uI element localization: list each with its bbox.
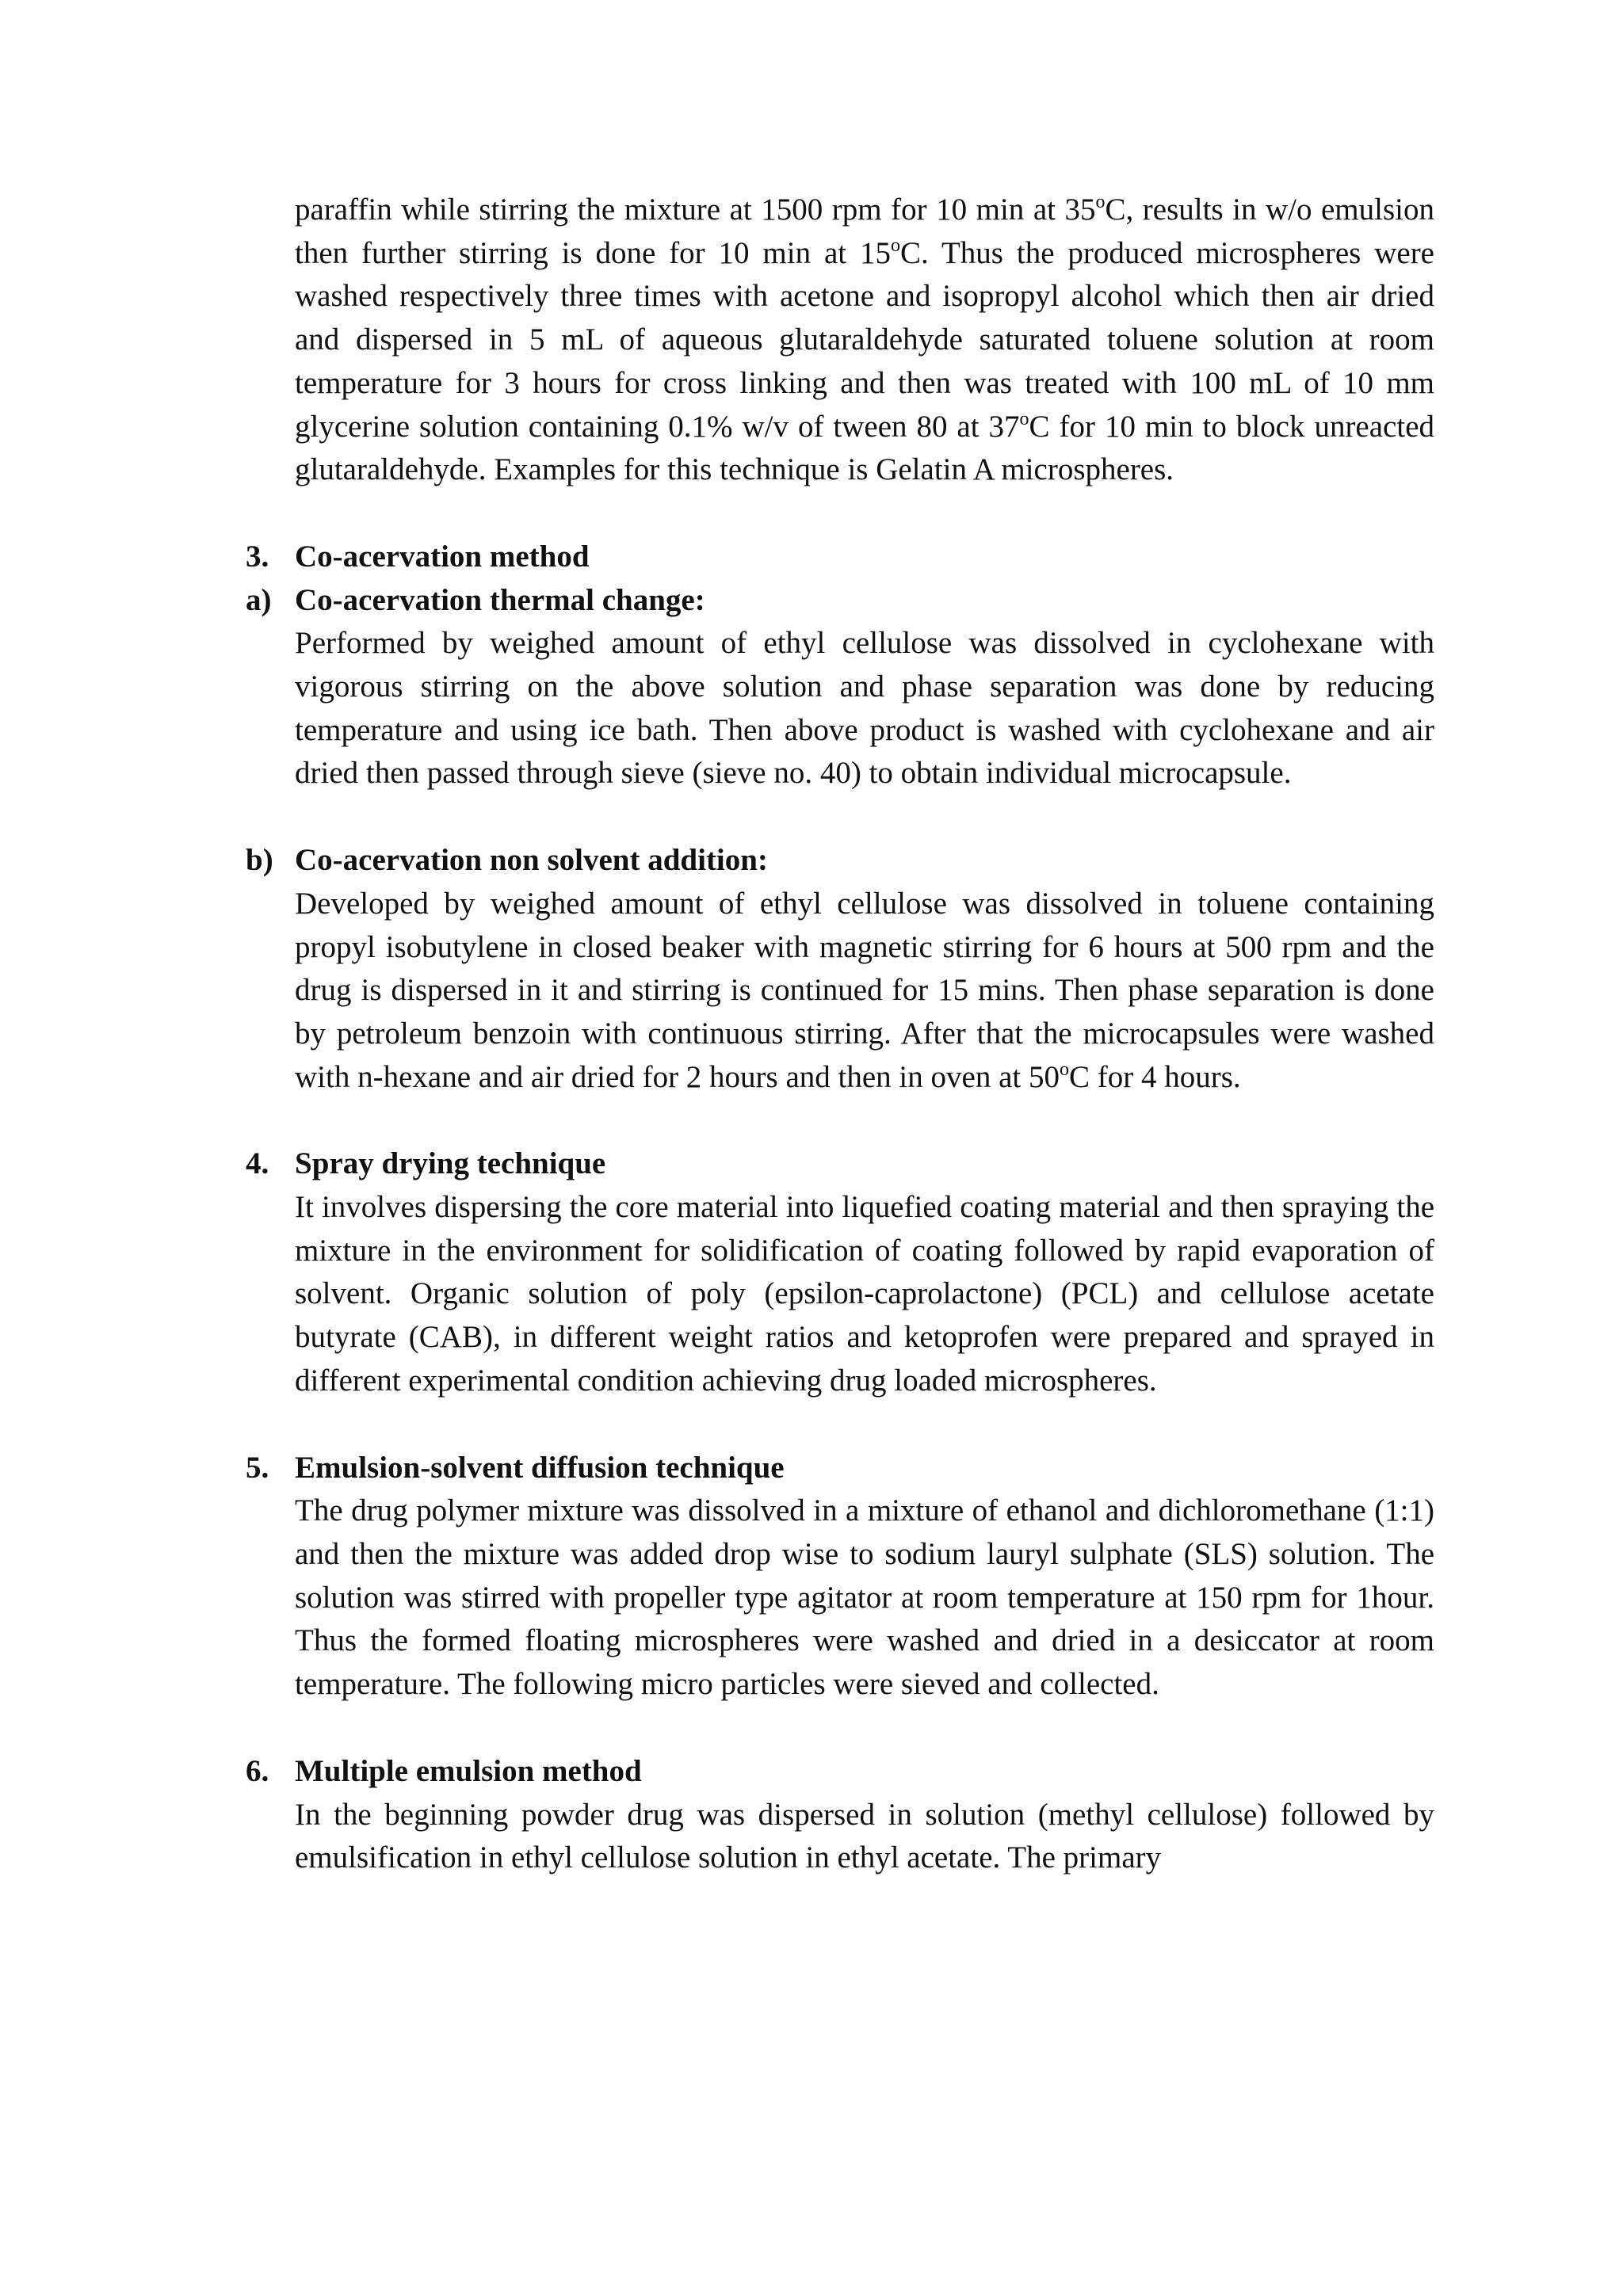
section-heading-5 xyxy=(246,1447,1434,1490)
section-5-paragraph: The drug polymer mixture was dissolved in a mixture of ethanol and dichloromethane (1:1) and then the mixture was added drop wise to sodium lauryl sulphate (SLS) solution. The solution was stirred with propeller type agitator at room temperature at 150 rpm for 1hour. Thus the formed floating microspheres were washed and dried in a desiccator at room temperature. The following micro particles were sieved and collected. xyxy=(295,1493,1434,1702)
degree-superscript: o xyxy=(1059,1058,1069,1080)
spacer xyxy=(295,1403,1434,1447)
section-heading-4 xyxy=(246,1142,1434,1186)
spacer xyxy=(295,1707,1434,1750)
section-6-paragraph: In the beginning powder drug was dispersed in solution (methyl cellulose) followed by emulsification in ethyl cellulose solution in ethyl acetate. The primary xyxy=(295,1797,1434,1875)
subsection-title: Co-acervation non solvent addition: xyxy=(295,843,768,878)
subsection-letter: b) xyxy=(246,843,273,878)
spacer xyxy=(295,1099,1434,1142)
subsection-heading-3b xyxy=(246,839,1434,883)
section-number: 6. xyxy=(246,1753,269,1788)
subsection-title: Co-acervation thermal change: xyxy=(295,582,705,617)
section-number: 4. xyxy=(246,1146,269,1181)
text-run: C for 4 hours. xyxy=(1068,1059,1241,1094)
text-run: C for 10 min to block unreacted glutaraldehyde. Examples for this technique is Gelatin A microspheres. xyxy=(295,409,1435,487)
intro-paragraph xyxy=(295,189,1434,492)
section-title: Emulsion-solvent diffusion technique xyxy=(295,1450,785,1485)
spacer xyxy=(295,795,1434,839)
section-title: Co-acervation method xyxy=(295,539,590,574)
section-number: 3. xyxy=(246,539,269,574)
degree-superscript: o xyxy=(891,235,901,256)
text-run: C. Thus the produced microspheres were washed respectively three times with acetone and isopropyl alcohol which then air dried and dispersed in 5 mL of aqueous glutaraldehyde saturated toluene solution at room temperature for 3 hours for cross linking and then was treated with 100 mL of 10 mm glycerine solution containing 0.1% w/v of tween 80 at 37 xyxy=(295,235,1434,444)
section-number: 5. xyxy=(246,1450,269,1485)
text-run: Developed by weighed amount of ethyl cellulose was dissolved in toluene containing propyl isobutylene in closed beaker with magnetic stirring for 6 hours at 500 rpm and the drug is dispersed in it and stirring is continued for 15 mins. Then phase separation is done by petroleum benzoin with continuous stirring. After that the microcapsules were washed with n-hexane and air dried for 2 hours and then in oven at 50 xyxy=(295,886,1434,1094)
section-title: Spray drying technique xyxy=(295,1146,606,1181)
section-heading-6 xyxy=(246,1750,1434,1794)
subsection-3b-paragraph xyxy=(295,883,1434,1100)
subsection-letter: a) xyxy=(246,582,272,617)
degree-superscript: o xyxy=(1095,192,1106,212)
section-title: Multiple emulsion method xyxy=(295,1753,642,1788)
text-run: C, results in w/o emulsion then further stirring is done for 10 min at 15 xyxy=(295,193,1434,270)
section-4-paragraph: It involves dispersing the core material into liquefied coating material and then spraying the mixture in the environment for solidification of coating followed by rapid evaporation of solvent. Organic solution of poly (epsilon-caprolactone) (PCL) and cellulose acetate butyrate (CAB), in different weight ratios and ketoprofen were prepared and sprayed in different experimental condition achieving drug loaded microspheres. xyxy=(295,1190,1434,1398)
text-run: paraffin while stirring the mixture at 1500 rpm for 10 min at 35 xyxy=(295,193,1096,227)
degree-superscript: o xyxy=(1019,408,1029,429)
section-heading-3 xyxy=(246,536,1434,579)
spacer xyxy=(295,492,1434,536)
subsection-3a-paragraph: Performed by weighed amount of ethyl cellulose was dissolved in cyclohexane with vigorous stirring on the above solution and phase separation was done by reducing temperature and using ice bath. Then above product is washed with cyclohexane and air dried then passed through sieve (sieve no. 40) to obtain individual microcapsule. xyxy=(295,626,1434,791)
subsection-heading-3a xyxy=(246,579,1434,623)
document-body xyxy=(246,189,1435,1880)
